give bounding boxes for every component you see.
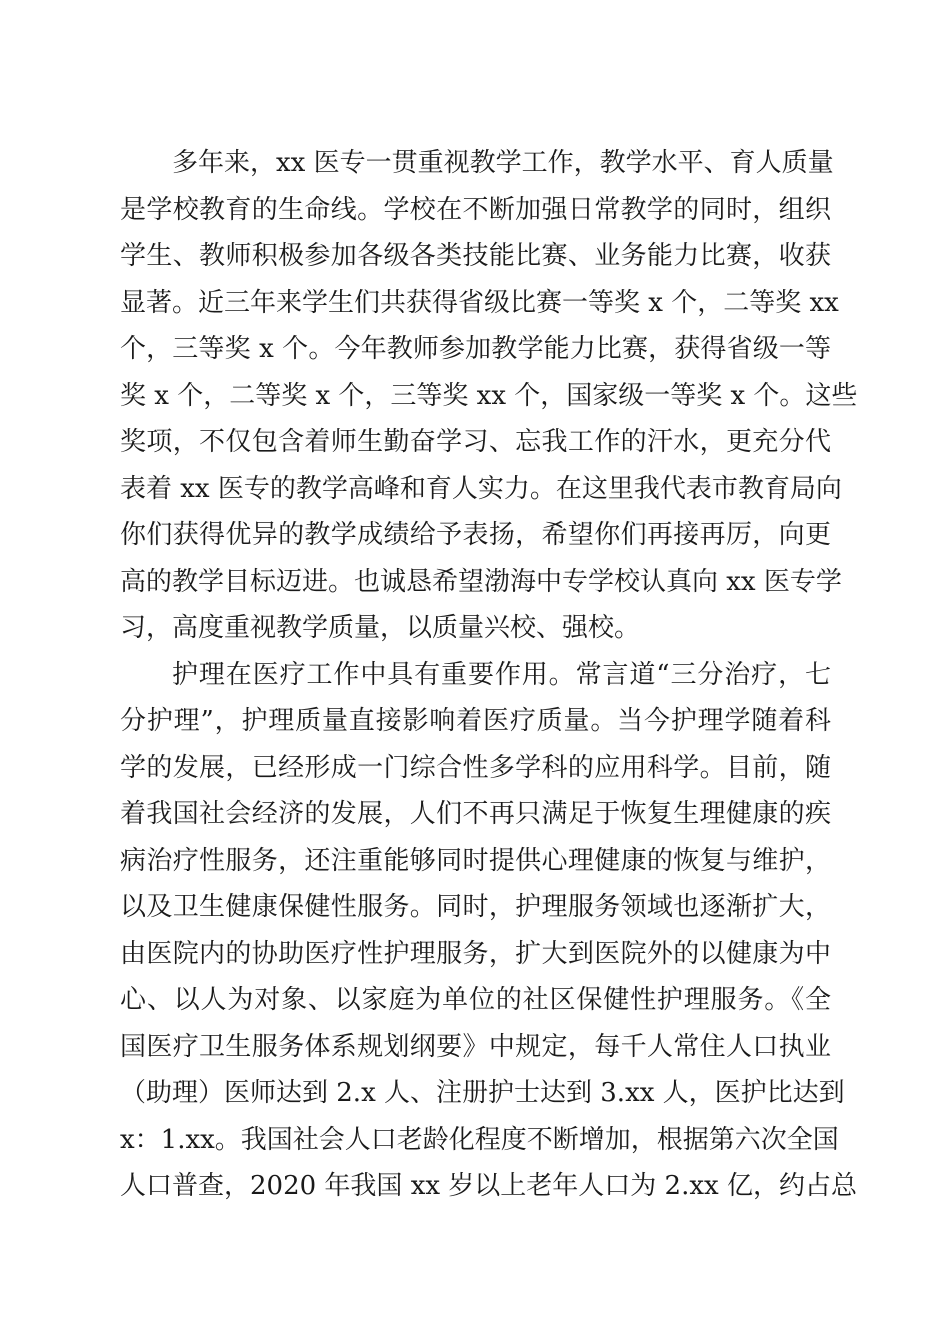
- paragraph-nursing: [120, 652, 857, 1210]
- text-line: 多年来，xx 医专一贯重视教学工作，教学水平、育人质量: [172, 148, 834, 178]
- text-line: 显著。近三年来学生们共获得省级比赛一等奖 x 个，二等奖 xx: [120, 287, 839, 318]
- text-line: （助理）医师达到 2.x 人、注册护士达到 3.xx 人，医护比达到: [120, 1078, 845, 1108]
- text-line: 心、以人为对象、以家庭为单位的社区保健性护理服务。《全: [120, 985, 831, 1015]
- text-line: 分护理”，护理质量直接影响着医疗质量。当今护理学随着科: [120, 706, 831, 736]
- text-line: 高的教学目标迈进。也诚恳希望渤海中专学校认真向 xx 医专学: [120, 566, 842, 597]
- text-line: 你们获得优异的教学成绩给予表扬，希望你们再接再厉，向更: [120, 520, 831, 550]
- text-line: 是学校教育的生命线。学校在不断加强日常教学的同时，组织: [120, 194, 831, 225]
- text-line: 护理在医疗工作中具有重要作用。常言道“三分治疗，七: [172, 659, 831, 690]
- text-line: 习，高度重视教学质量，以质量兴校、强校。: [120, 613, 641, 643]
- text-line: 由医院内的协助医疗性护理服务，扩大到医院外的以健康为中: [120, 938, 831, 969]
- text-line: 表着 xx 医专的教学高峰和育人实力。在这里我代表市教育局向: [120, 473, 842, 504]
- paragraph-education: [120, 140, 858, 652]
- text-line: 着我国社会经济的发展，人们不再只满足于恢复生理健康的疾: [120, 799, 831, 829]
- text-line: 病治疗性服务，还注重能够同时提供心理健康的恢复与维护，: [120, 845, 831, 876]
- text-line: 个，三等奖 x 个。今年教师参加教学能力比赛，获得省级一等: [120, 334, 831, 364]
- document-body: [120, 140, 858, 1210]
- text-line: 奖项，不仅包含着师生勤奋学习、忘我工作的汗水，更充分代: [120, 427, 831, 457]
- text-line: 奖 x 个，二等奖 x 个，三等奖 xx 个，国家级一等奖 x 个。这些: [120, 380, 858, 411]
- text-line: 国医疗卫生服务体系规划纲要》中规定，每千人常住人口执业: [120, 1031, 831, 1062]
- text-line: 学生、教师积极参加各级各类技能比赛、业务能力比赛，收获: [120, 241, 831, 271]
- text-line: 人口普查，2020 年我国 xx 岁以上老年人口为 2.xx 亿，约占总: [120, 1171, 857, 1201]
- text-line: 以及卫生健康保健性服务。同时，护理服务领域也逐渐扩大，: [120, 892, 831, 922]
- text-line: 学的发展，已经形成一门综合性多学科的应用科学。目前，随: [120, 752, 831, 783]
- text-line: x：1.xx。我国社会人口老龄化程度不断增加，根据第六次全国: [120, 1124, 839, 1155]
